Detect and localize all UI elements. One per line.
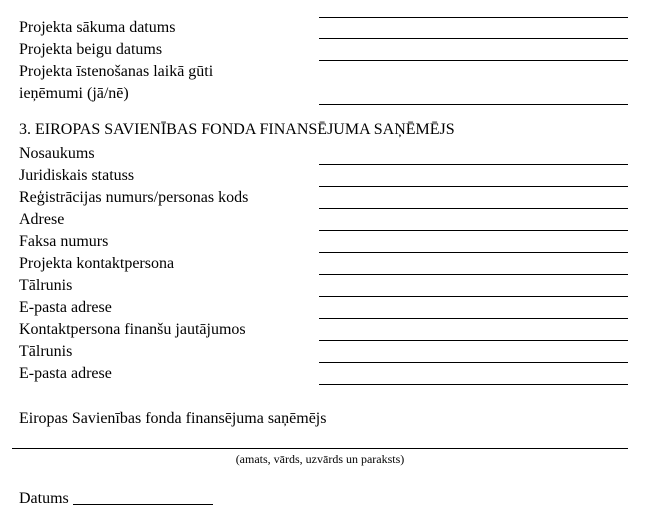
field-label-line2: ieņēmumi (jā/nē) — [19, 85, 129, 102]
field-label: Juridiskais statuss — [19, 167, 135, 184]
section-3-heading: 3. EIROPAS SAVIENĪBAS FONDA FINANSĒJUMA SAŅĒMĒJS — [19, 121, 455, 138]
field-label: Tālrunis — [19, 277, 73, 294]
field-label: Tālrunis — [19, 343, 73, 360]
field-row-address — [0, 209, 645, 231]
field-row-finance-email — [0, 363, 645, 385]
signature-title: Eiropas Savienības fonda finansējuma saņēmējs — [19, 410, 327, 427]
field-row-project-end-date — [0, 39, 645, 61]
field-label: Adrese — [19, 211, 65, 228]
field-row-registration-number — [0, 187, 645, 209]
field-label: Faksa numurs — [19, 233, 109, 250]
field-row-finance-contact — [0, 319, 645, 341]
field-label: Kontaktpersona finanšu jautājumos — [19, 321, 246, 338]
field-row-contact-person — [0, 253, 645, 275]
field-label-line1: Projekta īstenošanas laikā gūti — [19, 63, 214, 80]
field-label: E-pasta adrese — [19, 299, 112, 316]
project-end-date-line[interactable] — [319, 60, 628, 61]
finance-email-line[interactable] — [319, 384, 628, 385]
field-row-fax — [0, 231, 645, 253]
date-line[interactable] — [73, 490, 213, 505]
field-row-name — [0, 143, 645, 165]
field-row-phone — [0, 275, 645, 297]
date-label: Datums — [19, 490, 69, 507]
field-row-finance-phone — [0, 341, 645, 363]
field-label: Projekta beigu datums — [19, 41, 163, 58]
field-row-legal-status — [0, 165, 645, 187]
field-row-project-start-date — [0, 17, 645, 39]
blank-field-row — [0, 0, 645, 18]
project-revenue-line[interactable] — [319, 104, 628, 105]
date-row — [19, 490, 213, 508]
field-row-project-revenue — [0, 83, 645, 105]
field-label: Nosaukums — [19, 145, 95, 162]
signature-line[interactable] — [12, 448, 628, 449]
field-row-email — [0, 297, 645, 319]
field-label: Reģistrācijas numurs/personas kods — [19, 189, 249, 206]
field-label: Projekta sākuma datums — [19, 19, 176, 36]
field-label: Projekta kontaktpersona — [19, 255, 175, 272]
signature-caption: (amats, vārds, uzvārds un paraksts) — [235, 452, 405, 466]
field-label: E-pasta adrese — [19, 365, 112, 382]
